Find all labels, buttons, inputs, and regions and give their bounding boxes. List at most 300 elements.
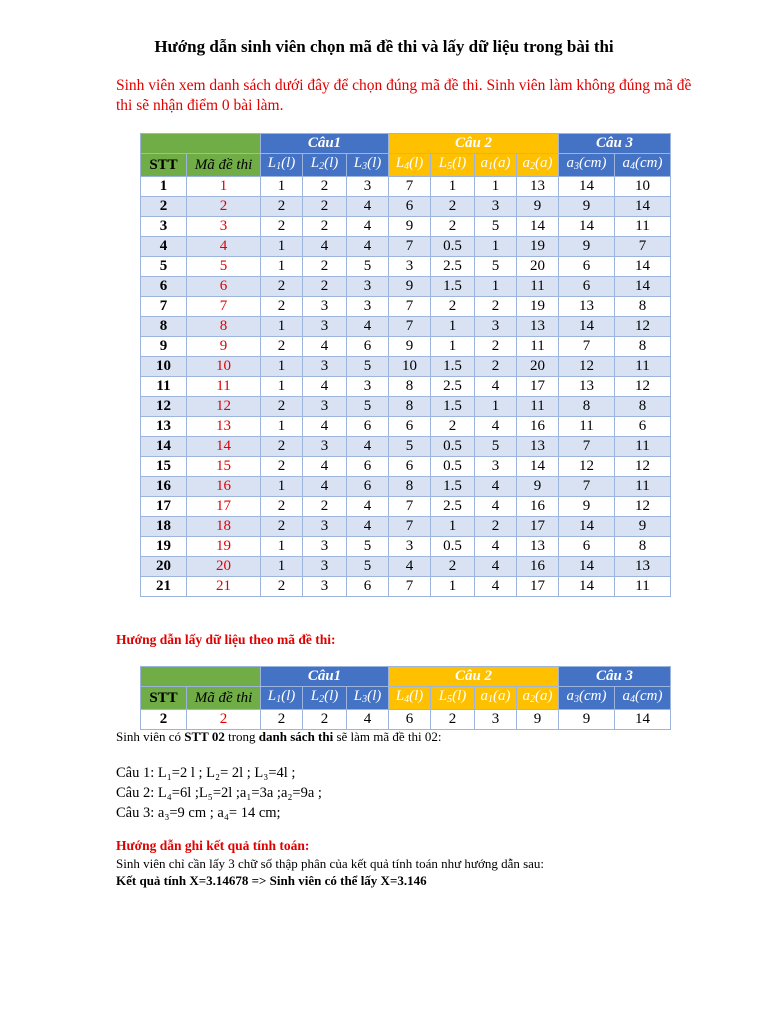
- cell-value: 8: [389, 377, 431, 397]
- cell-value: 1: [261, 537, 303, 557]
- cell-value: 6: [615, 417, 671, 437]
- cell-value: 2: [261, 277, 303, 297]
- cell-stt: 8: [141, 317, 187, 337]
- table-row: [141, 377, 671, 397]
- table-row: [141, 497, 671, 517]
- cell-value: 5: [475, 217, 517, 237]
- cell-value: 4: [303, 477, 347, 497]
- cell-value: 6: [347, 457, 389, 477]
- cell-value: 2: [303, 497, 347, 517]
- table-row: [141, 457, 671, 477]
- cell-value: 3: [347, 377, 389, 397]
- cell-stt: 12: [141, 397, 187, 417]
- header-l3: $L_3(l)$: [347, 687, 389, 710]
- note-pre: Sinh viên có: [116, 729, 185, 744]
- cell-value: 6: [389, 197, 431, 217]
- column-header-row: [141, 154, 671, 177]
- cell-value: 1.5: [431, 397, 475, 417]
- cell-value: 4: [475, 537, 517, 557]
- cell-value: 1: [475, 397, 517, 417]
- cell-value: 12: [559, 457, 615, 477]
- cell-value: 14: [559, 577, 615, 597]
- cell-value: 20: [517, 257, 559, 277]
- page-title: Hướng dẫn sinh viên chọn mã đề thi và lấy dữ liệu trong bài thi: [154, 37, 614, 56]
- cell-value: 1: [431, 337, 475, 357]
- cell-value: 1: [261, 177, 303, 197]
- example-table-body: [141, 710, 671, 730]
- cell-value: 2: [261, 337, 303, 357]
- cell-value: 6: [347, 577, 389, 597]
- cell-value: 12: [615, 497, 671, 517]
- table-row: [141, 337, 671, 357]
- cell-value: 2: [431, 217, 475, 237]
- cell-value: 7: [389, 577, 431, 597]
- example-note: [116, 729, 442, 745]
- cell-stt: 16: [141, 477, 187, 497]
- cell-value: 2.5: [431, 257, 475, 277]
- cell-value: 11: [559, 417, 615, 437]
- cell-value: 3: [303, 557, 347, 577]
- cell-value: 1: [261, 357, 303, 377]
- cell-value: 3: [303, 577, 347, 597]
- cell-value: 4: [475, 477, 517, 497]
- answer-cau1: Câu 1: L₁=2 l ; L₂= 2l ; L₃=4l ;: [116, 765, 296, 781]
- cell-value: 1: [475, 237, 517, 257]
- example-table: [140, 666, 671, 730]
- cell-value: 4: [347, 317, 389, 337]
- cell-exam-code: 14: [187, 437, 261, 457]
- header-stt: STT: [141, 154, 187, 177]
- answer-cau2: Câu 2: L₄=6l ;L₅=2l ;a₁=3a ;a₂=9a ;: [116, 785, 322, 801]
- cell-exam-code: 9: [187, 337, 261, 357]
- cell-stt: 9: [141, 337, 187, 357]
- cell-value: 11: [517, 337, 559, 357]
- cell-value: 4: [347, 197, 389, 217]
- cell-value: 3: [303, 517, 347, 537]
- cell-value: 1: [261, 317, 303, 337]
- cell-value: 13: [559, 377, 615, 397]
- cell-value: 0.5: [431, 237, 475, 257]
- header-a1: $a_1(a)$: [475, 154, 517, 177]
- cell-exam-code: 6: [187, 277, 261, 297]
- cell-value: 4: [475, 377, 517, 397]
- cell-value: 2: [431, 710, 475, 730]
- table-row: [141, 710, 671, 730]
- header-l4: $L_4(l)$: [389, 154, 431, 177]
- group-header-cau1: Câu1: [261, 134, 389, 154]
- example-group-header-row: [141, 667, 671, 687]
- cell-value: 14: [559, 517, 615, 537]
- cell-value: 1: [431, 177, 475, 197]
- cell-value: 16: [517, 557, 559, 577]
- cell-value: 3: [475, 457, 517, 477]
- cell-value: 2: [261, 517, 303, 537]
- cell-value: 4: [475, 577, 517, 597]
- cell-value: 2: [261, 710, 303, 730]
- cell-value: 9: [559, 710, 615, 730]
- cell-value: 12: [615, 317, 671, 337]
- cell-value: 0.5: [431, 437, 475, 457]
- cell-value: 1: [431, 317, 475, 337]
- cell-value: 10: [389, 357, 431, 377]
- cell-exam-code: 15: [187, 457, 261, 477]
- cell-value: 2: [431, 297, 475, 317]
- table-row: [141, 237, 671, 257]
- cell-value: 11: [615, 437, 671, 457]
- cell-stt: 15: [141, 457, 187, 477]
- cell-value: 11: [517, 277, 559, 297]
- group-header-cau3: Câu 3: [559, 134, 671, 154]
- cell-value: 5: [347, 537, 389, 557]
- cell-value: 12: [559, 357, 615, 377]
- table-body: [141, 177, 671, 597]
- cell-value: 2.5: [431, 497, 475, 517]
- header-l3: $L_3(l)$: [347, 154, 389, 177]
- cell-value: 9: [389, 217, 431, 237]
- cell-exam-code: 18: [187, 517, 261, 537]
- cell-value: 8: [615, 397, 671, 417]
- header-l1: $L_1(l)$: [261, 154, 303, 177]
- cell-value: 3: [303, 317, 347, 337]
- cell-value: 2: [303, 177, 347, 197]
- cell-stt: 14: [141, 437, 187, 457]
- cell-exam-code: 13: [187, 417, 261, 437]
- cell-value: 7: [559, 477, 615, 497]
- header-l5: $L_5(l)$: [431, 154, 475, 177]
- cell-value: 14: [615, 710, 671, 730]
- header-a2: $a_2(a)$: [517, 687, 559, 710]
- data-guide-heading: Hướng dẫn lấy dữ liệu theo mã đề thi:: [116, 632, 336, 647]
- cell-value: 1: [475, 177, 517, 197]
- cell-exam-code: 2: [187, 710, 261, 730]
- cell-value: 7: [389, 517, 431, 537]
- group-header-row: [141, 134, 671, 154]
- cell-stt: 17: [141, 497, 187, 517]
- cell-value: 17: [517, 517, 559, 537]
- table-row: [141, 317, 671, 337]
- cell-value: 9: [559, 497, 615, 517]
- cell-exam-code: 10: [187, 357, 261, 377]
- note-list: danh sách thi: [258, 729, 334, 744]
- answer-cau3: Câu 3: a₃=9 cm ; a₄= 14 cm;: [116, 805, 281, 821]
- cell-exam-code: 8: [187, 317, 261, 337]
- table-row: [141, 477, 671, 497]
- cell-value: 6: [347, 477, 389, 497]
- blank-header-cell: [141, 667, 261, 687]
- table-row: [141, 217, 671, 237]
- cell-value: 2: [261, 197, 303, 217]
- cell-value: 4: [347, 710, 389, 730]
- cell-exam-code: 17: [187, 497, 261, 517]
- cell-value: 14: [517, 457, 559, 477]
- table-row: [141, 277, 671, 297]
- cell-value: 14: [559, 177, 615, 197]
- cell-value: 2: [475, 297, 517, 317]
- cell-value: 17: [517, 377, 559, 397]
- cell-value: 13: [517, 537, 559, 557]
- cell-value: 19: [517, 237, 559, 257]
- cell-value: 2: [431, 417, 475, 437]
- cell-value: 0.5: [431, 457, 475, 477]
- table-row: [141, 557, 671, 577]
- blank-header-cell: [141, 134, 261, 154]
- cell-value: 3: [475, 710, 517, 730]
- cell-value: 7: [389, 177, 431, 197]
- cell-value: 4: [475, 557, 517, 577]
- cell-value: 8: [615, 337, 671, 357]
- cell-stt: 1: [141, 177, 187, 197]
- group-header-cau2: Câu 2: [389, 134, 559, 154]
- cell-stt: 13: [141, 417, 187, 437]
- cell-exam-code: 3: [187, 217, 261, 237]
- cell-value: 6: [347, 337, 389, 357]
- header-ma-de-thi: Mã đề thi: [187, 154, 261, 177]
- header-l5: $L_5(l)$: [431, 687, 475, 710]
- cell-value: 13: [517, 437, 559, 457]
- cell-value: 1: [431, 577, 475, 597]
- exam-code-table: [140, 133, 671, 597]
- cell-stt: 18: [141, 517, 187, 537]
- cell-value: 4: [347, 497, 389, 517]
- header-a4: $a_4(cm)$: [615, 687, 671, 710]
- header-ma-de-thi: Mã đề thi: [187, 687, 261, 710]
- cell-value: 4: [347, 517, 389, 537]
- cell-value: 11: [615, 357, 671, 377]
- cell-stt: 21: [141, 577, 187, 597]
- cell-exam-code: 4: [187, 237, 261, 257]
- cell-stt: 6: [141, 277, 187, 297]
- cell-value: 7: [559, 437, 615, 457]
- cell-exam-code: 19: [187, 537, 261, 557]
- cell-value: 2: [261, 497, 303, 517]
- cell-value: 14: [615, 197, 671, 217]
- cell-exam-code: 16: [187, 477, 261, 497]
- table-row: [141, 257, 671, 277]
- cell-value: 2: [261, 397, 303, 417]
- cell-stt: 20: [141, 557, 187, 577]
- cell-value: 14: [615, 257, 671, 277]
- cell-value: 2: [261, 297, 303, 317]
- cell-value: 2: [303, 217, 347, 237]
- cell-value: 8: [559, 397, 615, 417]
- cell-value: 3: [347, 277, 389, 297]
- cell-exam-code: 7: [187, 297, 261, 317]
- cell-value: 8: [389, 397, 431, 417]
- cell-value: 5: [475, 257, 517, 277]
- cell-value: 3: [389, 537, 431, 557]
- cell-value: 6: [389, 710, 431, 730]
- cell-stt: 4: [141, 237, 187, 257]
- cell-value: 1: [261, 477, 303, 497]
- cell-value: 7: [559, 337, 615, 357]
- cell-value: 12: [615, 377, 671, 397]
- cell-value: 4: [303, 377, 347, 397]
- result-example: Kết quả tính X=3.14678 => Sinh viên có thể lấy X=3.146: [116, 873, 427, 888]
- group-header-cau2: Câu 2: [389, 667, 559, 687]
- cell-value: 3: [303, 357, 347, 377]
- cell-value: 9: [615, 517, 671, 537]
- header-a3: $a_3(cm)$: [559, 154, 615, 177]
- cell-value: 2: [303, 277, 347, 297]
- intro-text: Sinh viên xem danh sách dưới đây để chọn đúng mã đề thi. Sinh viên làm không đúng mã đề thi sẽ nhận điểm 0 bài làm.: [116, 77, 692, 114]
- cell-value: 1: [261, 377, 303, 397]
- cell-value: 1: [431, 517, 475, 537]
- cell-value: 5: [347, 257, 389, 277]
- header-l2: $L_2(l)$: [303, 154, 347, 177]
- cell-value: 7: [389, 317, 431, 337]
- table-row: [141, 397, 671, 417]
- cell-value: 2: [261, 437, 303, 457]
- header-a1: $a_1(a)$: [475, 687, 517, 710]
- cell-value: 13: [615, 557, 671, 577]
- result-guide-heading: Hướng dẫn ghi kết quả tính toán:: [116, 838, 310, 853]
- cell-value: 2: [303, 257, 347, 277]
- table-row: [141, 437, 671, 457]
- cell-value: 3: [303, 437, 347, 457]
- cell-value: 4: [303, 237, 347, 257]
- cell-stt: 2: [141, 197, 187, 217]
- cell-exam-code: 20: [187, 557, 261, 577]
- cell-exam-code: 2: [187, 197, 261, 217]
- cell-value: 6: [559, 537, 615, 557]
- cell-value: 8: [389, 477, 431, 497]
- note-stt: STT 02: [184, 729, 225, 744]
- cell-stt: 2: [141, 710, 187, 730]
- cell-value: 2: [475, 357, 517, 377]
- cell-stt: 5: [141, 257, 187, 277]
- cell-value: 17: [517, 577, 559, 597]
- cell-value: 7: [389, 237, 431, 257]
- cell-value: 7: [615, 237, 671, 257]
- cell-value: 6: [559, 277, 615, 297]
- cell-value: 1: [261, 417, 303, 437]
- cell-value: 9: [517, 477, 559, 497]
- cell-value: 11: [615, 217, 671, 237]
- cell-value: 6: [347, 417, 389, 437]
- table-row: [141, 537, 671, 557]
- cell-value: 9: [389, 277, 431, 297]
- cell-value: 2: [431, 197, 475, 217]
- header-a2: $a_2(a)$: [517, 154, 559, 177]
- cell-value: 10: [615, 177, 671, 197]
- cell-value: 3: [475, 317, 517, 337]
- cell-value: 2: [261, 457, 303, 477]
- cell-value: 3: [303, 297, 347, 317]
- result-instruction: Sinh viên chỉ cần lấy 3 chữ số thập phân của kết quả tính toán như hướng dẫn sau:: [116, 856, 545, 871]
- cell-value: 1.5: [431, 357, 475, 377]
- cell-value: 4: [347, 217, 389, 237]
- cell-value: 9: [517, 710, 559, 730]
- table-row: [141, 297, 671, 317]
- cell-stt: 19: [141, 537, 187, 557]
- cell-value: 2.5: [431, 377, 475, 397]
- cell-value: 1: [261, 257, 303, 277]
- cell-value: 13: [559, 297, 615, 317]
- cell-value: 5: [347, 357, 389, 377]
- cell-value: 14: [615, 277, 671, 297]
- cell-value: 9: [559, 237, 615, 257]
- cell-value: 1: [261, 557, 303, 577]
- cell-value: 2: [303, 710, 347, 730]
- cell-value: 3: [475, 197, 517, 217]
- cell-stt: 7: [141, 297, 187, 317]
- cell-stt: 11: [141, 377, 187, 397]
- cell-value: 20: [517, 357, 559, 377]
- cell-value: 13: [517, 317, 559, 337]
- header-stt: STT: [141, 687, 187, 710]
- table-row: [141, 577, 671, 597]
- cell-value: 7: [389, 497, 431, 517]
- cell-value: 16: [517, 497, 559, 517]
- cell-value: 2: [475, 337, 517, 357]
- cell-stt: 3: [141, 217, 187, 237]
- cell-value: 16: [517, 417, 559, 437]
- cell-value: 14: [559, 557, 615, 577]
- note-post: sẽ làm mã đề thi 02:: [333, 729, 442, 744]
- cell-value: 3: [347, 297, 389, 317]
- table-row: [141, 197, 671, 217]
- cell-value: 4: [389, 557, 431, 577]
- note-mid: trong: [224, 729, 259, 744]
- cell-value: 11: [517, 397, 559, 417]
- cell-value: 9: [559, 197, 615, 217]
- table-row: [141, 417, 671, 437]
- header-l4: $L_4(l)$: [389, 687, 431, 710]
- cell-value: 12: [615, 457, 671, 477]
- table-row: [141, 357, 671, 377]
- cell-exam-code: 12: [187, 397, 261, 417]
- cell-value: 4: [303, 457, 347, 477]
- cell-value: 3: [347, 177, 389, 197]
- cell-value: 3: [303, 397, 347, 417]
- group-header-cau1: Câu1: [261, 667, 389, 687]
- cell-value: 5: [347, 397, 389, 417]
- cell-exam-code: 1: [187, 177, 261, 197]
- cell-value: 2: [431, 557, 475, 577]
- cell-value: 0.5: [431, 537, 475, 557]
- table-row: [141, 517, 671, 537]
- cell-value: 4: [475, 497, 517, 517]
- cell-value: 2: [261, 217, 303, 237]
- cell-value: 1: [475, 277, 517, 297]
- cell-value: 4: [475, 417, 517, 437]
- header-a3: $a_3(cm)$: [559, 687, 615, 710]
- cell-value: 6: [389, 417, 431, 437]
- cell-value: 4: [303, 337, 347, 357]
- cell-stt: 10: [141, 357, 187, 377]
- cell-value: 9: [389, 337, 431, 357]
- cell-value: 4: [347, 437, 389, 457]
- cell-value: 8: [615, 537, 671, 557]
- cell-value: 7: [389, 297, 431, 317]
- cell-value: 5: [347, 557, 389, 577]
- cell-value: 13: [517, 177, 559, 197]
- cell-value: 4: [303, 417, 347, 437]
- cell-value: 14: [517, 217, 559, 237]
- cell-exam-code: 5: [187, 257, 261, 277]
- cell-exam-code: 21: [187, 577, 261, 597]
- header-l1: $L_1(l)$: [261, 687, 303, 710]
- cell-value: 6: [389, 457, 431, 477]
- cell-value: 1.5: [431, 277, 475, 297]
- cell-value: 11: [615, 577, 671, 597]
- header-l2: $L_2(l)$: [303, 687, 347, 710]
- group-header-cau3: Câu 3: [559, 667, 671, 687]
- header-a4: $a_4(cm)$: [615, 154, 671, 177]
- cell-value: 11: [615, 477, 671, 497]
- cell-value: 3: [303, 537, 347, 557]
- cell-value: 5: [475, 437, 517, 457]
